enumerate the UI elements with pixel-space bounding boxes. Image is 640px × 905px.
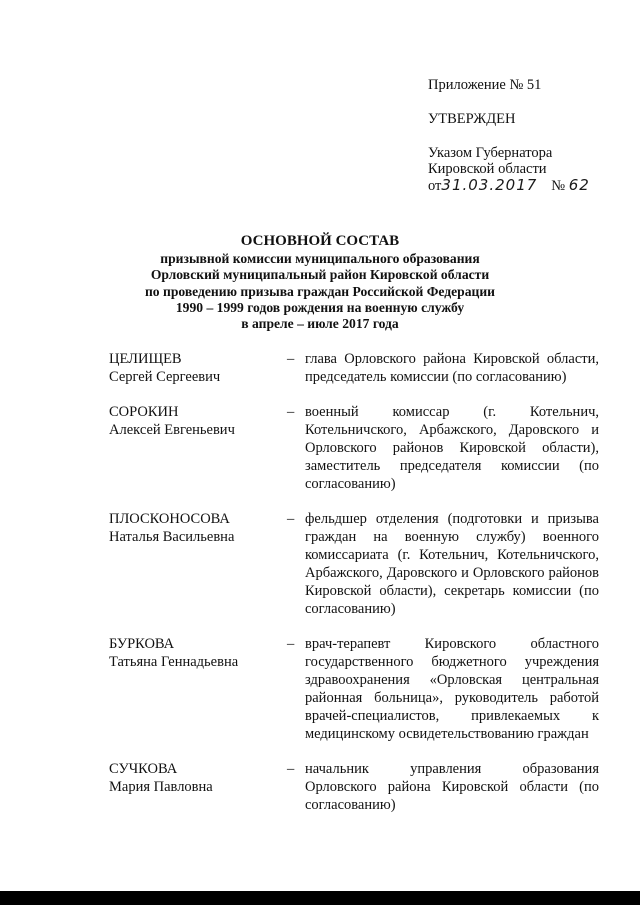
from-label: от <box>428 178 442 194</box>
member-dash: – <box>287 404 295 420</box>
member-dash: – <box>287 511 295 527</box>
decree-line-1: Указом Губернатора <box>428 145 553 161</box>
member-role: фельдшер отделения (подготовки и призыва граждан на военную службу) военного комиссариата (г. Котельнич, Котельничского, Арбажского, Даровского и Орловского районов Кировской области), секретарь комиссии (по согласованию) <box>305 511 599 617</box>
member-dash: – <box>287 761 295 777</box>
member-role: начальник управления образования Орловского района Кировской области (по согласованию) <box>305 761 599 813</box>
member-row <box>109 635 599 743</box>
member-row <box>109 403 599 493</box>
member-row <box>109 510 599 618</box>
title-line-3: по проведению призыва граждан Российской Федерации <box>144 283 496 299</box>
member-given-name: Мария Павловна <box>109 779 213 795</box>
member-given-name: Наталья Васильевна <box>109 529 235 545</box>
title-line-1: призывной комиссии муниципального образования <box>160 251 480 266</box>
member-name <box>109 635 287 743</box>
member-given-name: Сергей Сергеевич <box>109 369 221 385</box>
member-role: глава Орловского района Кировской области, председатель комиссии (по согласованию) <box>305 351 599 385</box>
member-name <box>109 403 287 493</box>
member-given-name: Татьяна Геннадьевна <box>109 654 239 670</box>
member-surname: СОРОКИН <box>109 404 179 420</box>
member-name <box>109 350 287 386</box>
member-role: врач-терапевт Кировского областного государственного бюджетного учреждения здравоохранения «Орловская центральная районная больница», руководитель работой врачей-специалистов, привлекаемых к медицинскому освидетельствованию граждан <box>305 636 599 742</box>
member-dash: – <box>287 351 295 367</box>
member-surname: БУРКОВА <box>109 636 175 652</box>
approval-stamp <box>428 77 628 194</box>
member-surname: ПЛОСКОНОСОВА <box>109 511 230 527</box>
member-role: военный комиссар (г. Котельнич, Котельничского, Арбажского, Даровского и Орловского районов Кировской области), заместитель председателя комиссии (по согласованию) <box>305 404 599 492</box>
commission-members-list <box>109 350 599 814</box>
number-label: № <box>551 178 566 194</box>
member-given-name: Алексей Евгеньевич <box>109 422 235 438</box>
member-surname: СУЧКОВА <box>109 761 178 777</box>
title-line-5: в апреле – июле 2017 года <box>241 316 399 332</box>
member-name <box>109 760 287 814</box>
decree-date-line <box>428 177 628 194</box>
approved-label: УТВЕРЖДЕН <box>428 111 516 127</box>
document-title <box>80 232 560 332</box>
member-row <box>109 350 599 386</box>
decree-line-2: Кировской области <box>428 161 547 177</box>
handwritten-date: 31.03.2017 <box>441 176 538 194</box>
member-dash: – <box>287 636 295 652</box>
member-surname: ЦЕЛИЩЕВ <box>109 351 182 367</box>
scan-bottom-edge <box>0 891 640 905</box>
handwritten-number: 62 <box>568 176 590 194</box>
title-line-2: Орловский муниципальный район Кировской области <box>150 267 490 283</box>
title-line-4: 1990 – 1999 годов рождения на военную службу <box>175 299 465 315</box>
member-name <box>109 510 287 618</box>
appendix-label: Приложение № 51 <box>428 77 542 93</box>
member-row <box>109 760 599 814</box>
title-main: ОСНОВНОЙ СОСТАВ <box>240 233 400 249</box>
